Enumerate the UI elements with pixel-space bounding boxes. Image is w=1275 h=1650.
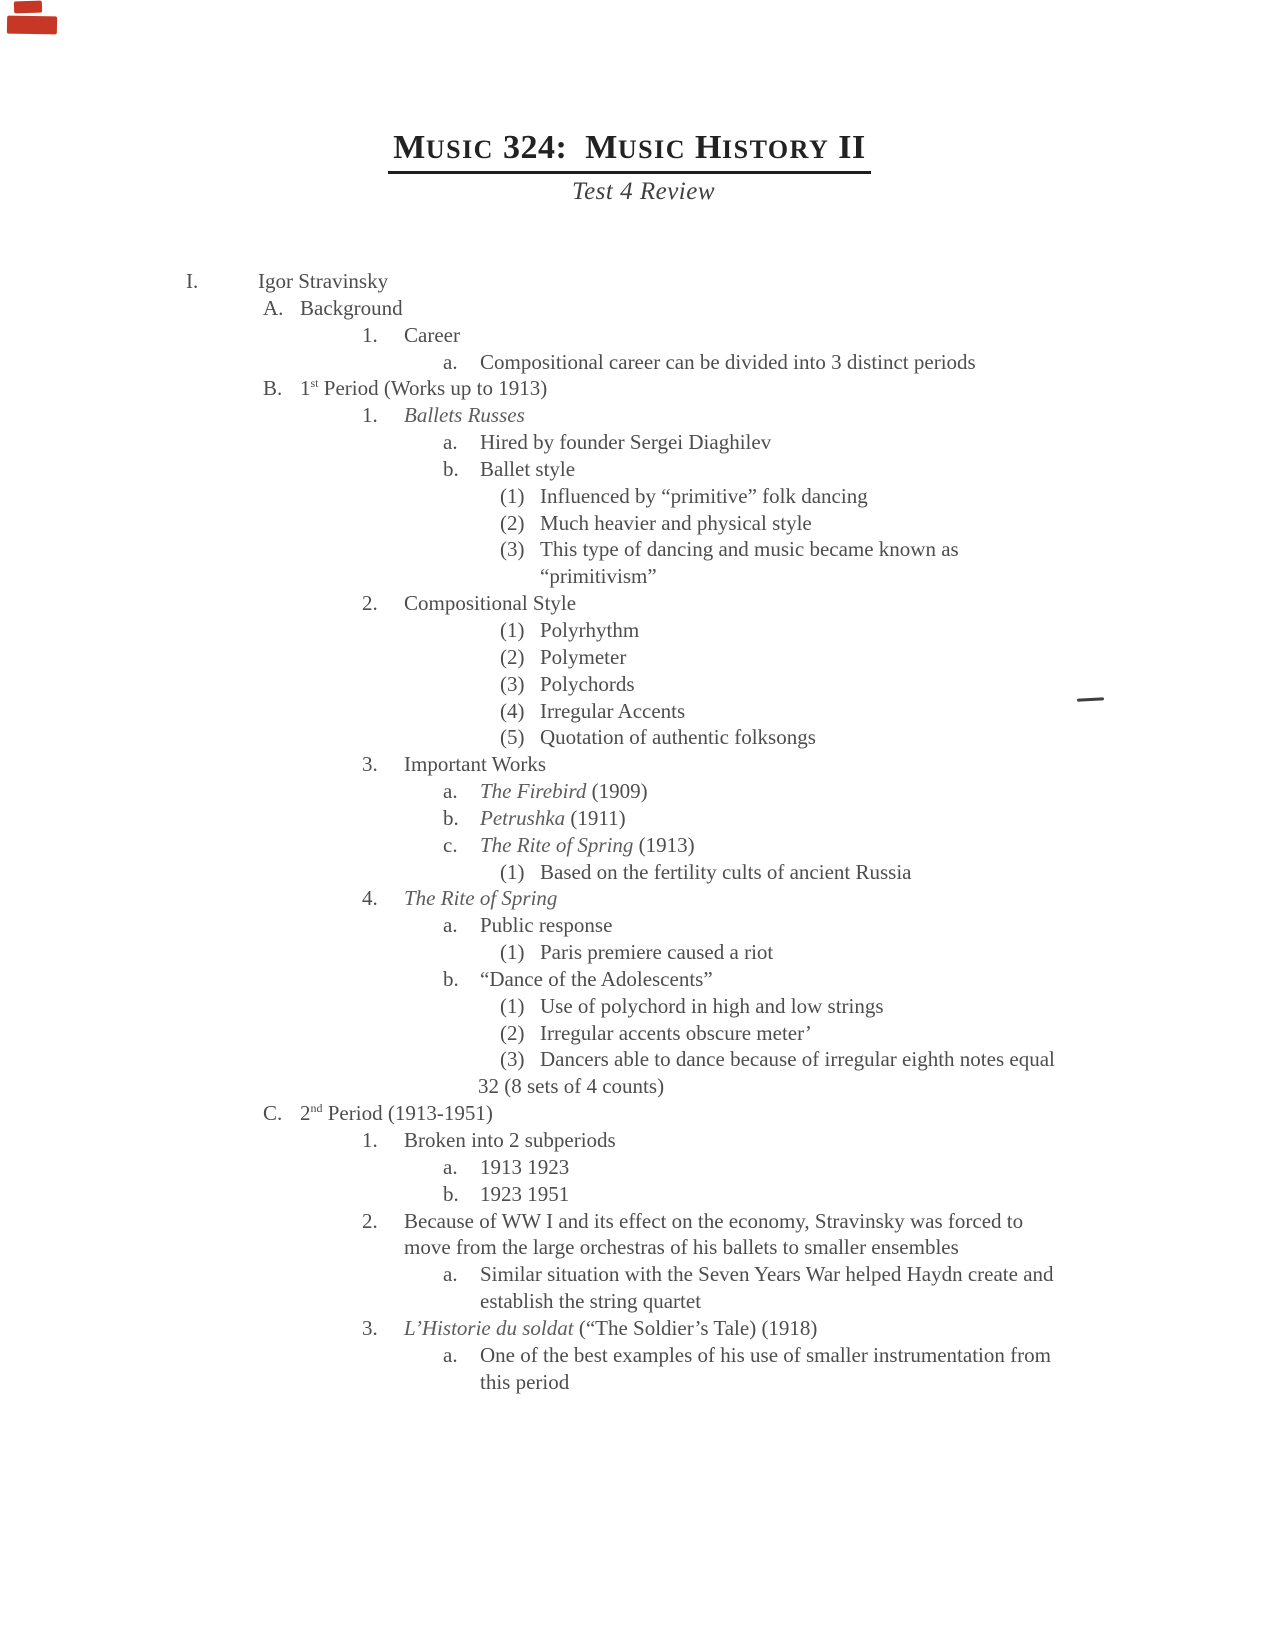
outline-label: (4) bbox=[500, 698, 525, 723]
outline-text: Because of WW I and its effect on the economy, Stravinsky was forced to bbox=[404, 1208, 1024, 1233]
outline-text: Important Works bbox=[404, 752, 546, 777]
outline-text: Broken into 2 subperiods bbox=[404, 1128, 616, 1152]
outline-text: Background bbox=[300, 295, 403, 320]
outline-label: b. bbox=[443, 966, 459, 991]
work-title: The Firebird bbox=[480, 779, 587, 804]
outline-line bbox=[0, 1261, 1275, 1288]
outline-line bbox=[0, 590, 1275, 617]
outline-label: b. bbox=[443, 805, 459, 830]
outline-text: Igor Stravinsky bbox=[258, 269, 389, 293]
outline-line bbox=[0, 993, 1275, 1020]
outline-text: Polymeter bbox=[540, 644, 627, 669]
outline-text: Polyrhythm bbox=[540, 617, 640, 642]
outline-text bbox=[480, 805, 626, 832]
outline-label: (1) bbox=[500, 993, 525, 1018]
outline-text: Irregular accents obscure meter’ bbox=[540, 1020, 812, 1045]
outline-label: (2) bbox=[500, 1020, 525, 1045]
outline-text: One of the best examples of his use of smaller instrumentation from bbox=[480, 1342, 1051, 1367]
outline-line bbox=[0, 1154, 1275, 1181]
outline bbox=[0, 268, 1275, 1395]
outline-text: Career bbox=[404, 322, 460, 347]
outline-text-segment: (1913) bbox=[633, 832, 695, 857]
work-title: L’Historie du soldat bbox=[404, 1315, 574, 1340]
outline-text: This type of dancing and music became known as bbox=[540, 537, 959, 562]
outline-text: Much heavier and physical style bbox=[540, 510, 812, 535]
outline-text-segment: 2 bbox=[300, 1101, 311, 1126]
outline-text: Use of polychord in high and low strings bbox=[540, 993, 884, 1018]
outline-text: Compositional Style bbox=[404, 591, 577, 616]
outline-line bbox=[0, 644, 1275, 671]
outline-text: Based on the fertility cults of ancient Russia bbox=[540, 859, 912, 884]
outline-label: a. bbox=[443, 430, 458, 455]
outline-label: 1. bbox=[362, 322, 378, 347]
outline-text: Influenced by “primitive” folk dancing bbox=[540, 483, 868, 508]
outline-text-segment: Period (1913-1951) bbox=[322, 1101, 493, 1126]
outline-text: Polychords bbox=[540, 671, 635, 696]
title-segment: II bbox=[829, 129, 866, 166]
document-header bbox=[0, 128, 1275, 206]
outline-text: Similar situation with the Seven Years War helped Haydn create and bbox=[480, 1262, 1054, 1287]
red-ink-mark bbox=[14, 1, 42, 14]
outline-label: b. bbox=[443, 1181, 459, 1206]
outline-label: 2. bbox=[362, 1208, 378, 1233]
outline-text-segment: (1911) bbox=[565, 805, 626, 830]
outline-line bbox=[0, 1181, 1275, 1208]
title-segment: 324: bbox=[493, 129, 586, 166]
outline-line bbox=[0, 456, 1275, 483]
outline-line bbox=[0, 295, 1275, 322]
outline-text-segment: 1 bbox=[300, 376, 311, 401]
outline-label: 2. bbox=[362, 591, 378, 616]
outline-line bbox=[0, 1342, 1275, 1369]
outline-line bbox=[0, 724, 1275, 751]
outline-line bbox=[0, 966, 1275, 993]
outline-label: (3) bbox=[500, 671, 525, 696]
outline-line bbox=[0, 751, 1275, 778]
outline-label: a. bbox=[443, 779, 458, 804]
outline-line bbox=[0, 483, 1275, 510]
outline-line bbox=[0, 268, 1275, 295]
outline-text: “Dance of the Adolescents” bbox=[480, 966, 713, 991]
outline-text bbox=[480, 778, 648, 805]
outline-text: Paris premiere caused a riot bbox=[540, 940, 774, 965]
title-segment: USIC bbox=[425, 135, 494, 164]
title-segment bbox=[686, 129, 695, 166]
outline-label: 3. bbox=[362, 1315, 378, 1340]
outline-label: 4. bbox=[362, 886, 378, 911]
document-title bbox=[388, 128, 871, 174]
outline-label: a. bbox=[443, 349, 458, 374]
outline-line bbox=[0, 939, 1275, 966]
outline-line bbox=[0, 1046, 1275, 1073]
outline-line bbox=[0, 563, 1275, 590]
outline-label: (2) bbox=[500, 510, 525, 535]
outline-label: a. bbox=[443, 1154, 458, 1179]
outline-line bbox=[0, 1127, 1275, 1154]
outline-label: 3. bbox=[362, 752, 378, 777]
outline-text bbox=[480, 832, 695, 859]
outline-text: Irregular Accents bbox=[540, 698, 686, 723]
outline-label: (2) bbox=[500, 644, 525, 669]
outline-text: 32 (8 sets of 4 counts) bbox=[478, 1074, 665, 1099]
outline-label: a. bbox=[443, 1262, 458, 1287]
outline-line bbox=[0, 402, 1275, 429]
outline-line bbox=[0, 1208, 1275, 1235]
outline-text: this period bbox=[480, 1369, 570, 1394]
outline-text-segment: (1909) bbox=[586, 779, 648, 804]
outline-line bbox=[0, 375, 1275, 402]
outline-text: Public response bbox=[480, 913, 613, 938]
outline-line bbox=[0, 349, 1275, 376]
outline-text: Ballet style bbox=[480, 456, 576, 481]
outline-label: (3) bbox=[500, 537, 525, 562]
outline-label: (3) bbox=[500, 1047, 525, 1072]
outline-text: 1913 1923 bbox=[480, 1154, 570, 1179]
outline-text bbox=[404, 1315, 817, 1342]
outline-line bbox=[0, 671, 1275, 698]
outline-line bbox=[0, 832, 1275, 859]
outline-text: move from the large orchestras of his ballets to smaller ensembles bbox=[404, 1235, 959, 1260]
outline-label: C. bbox=[263, 1101, 283, 1126]
outline-text: “primitivism” bbox=[540, 564, 657, 589]
outline-line bbox=[0, 322, 1275, 349]
outline-text: establish the string quartet bbox=[480, 1289, 702, 1314]
outline-line bbox=[0, 617, 1275, 644]
outline-line bbox=[0, 698, 1275, 725]
outline-label: a. bbox=[443, 1342, 458, 1367]
outline-text-segment: nd bbox=[310, 1101, 323, 1116]
outline-line bbox=[0, 885, 1275, 912]
outline-line bbox=[0, 1020, 1275, 1047]
outline-label: (1) bbox=[500, 940, 525, 965]
outline-label: I. bbox=[186, 269, 199, 293]
document-subtitle: Test 4 Review bbox=[571, 178, 716, 205]
outline-text bbox=[300, 1100, 493, 1127]
outline-text-segment: st bbox=[310, 376, 319, 391]
outline-line bbox=[0, 859, 1275, 886]
outline-text-segment: Period (Works up to 1913) bbox=[318, 376, 548, 401]
outline-label: A. bbox=[263, 295, 284, 320]
outline-line bbox=[0, 1315, 1275, 1342]
outline-line bbox=[0, 778, 1275, 805]
outline-line bbox=[0, 1288, 1275, 1315]
outline-text bbox=[404, 885, 557, 912]
title-segment: USIC bbox=[617, 135, 687, 164]
work-title: Petrushka bbox=[480, 805, 566, 830]
outline-text bbox=[404, 402, 525, 429]
outline-label: (1) bbox=[500, 617, 525, 642]
outline-text: Compositional career can be divided into 3 distinct periods bbox=[480, 349, 976, 374]
outline-label: B. bbox=[263, 376, 283, 401]
outline-label: (5) bbox=[500, 725, 525, 750]
red-ink-mark bbox=[7, 16, 57, 35]
outline-label: (1) bbox=[500, 859, 525, 884]
outline-line bbox=[0, 1073, 1275, 1100]
title-segment: H bbox=[695, 129, 722, 166]
outline-label: 1. bbox=[362, 1128, 378, 1152]
outline-line bbox=[0, 1369, 1275, 1396]
outline-line bbox=[0, 805, 1275, 832]
outline-text bbox=[300, 375, 547, 402]
outline-line bbox=[0, 1234, 1275, 1261]
outline-text: Quotation of authentic folksongs bbox=[540, 725, 816, 750]
title-segment: M bbox=[585, 129, 618, 166]
work-title: The Rite of Spring bbox=[480, 832, 634, 857]
outline-label: 1. bbox=[362, 403, 378, 428]
outline-label: a. bbox=[443, 913, 458, 938]
outline-label: (1) bbox=[500, 483, 525, 508]
outline-line bbox=[0, 912, 1275, 939]
outline-text: 1923 1951 bbox=[480, 1181, 570, 1206]
work-title: Ballets Russes bbox=[404, 403, 525, 428]
title-segment: ISTORY bbox=[721, 135, 830, 164]
outline-label: b. bbox=[443, 456, 459, 481]
outline-text-segment: (“The Soldier’s Tale) (1918) bbox=[573, 1315, 818, 1340]
outline-label: c. bbox=[443, 832, 458, 857]
outline-line bbox=[0, 536, 1275, 563]
outline-line bbox=[0, 1100, 1275, 1127]
outline-text: Dancers able to dance because of irregular eighth notes equal bbox=[540, 1047, 1055, 1072]
title-segment: M bbox=[393, 129, 426, 166]
work-title: The Rite of Spring bbox=[404, 886, 558, 911]
outline-line bbox=[0, 510, 1275, 537]
outline-line bbox=[0, 429, 1275, 456]
outline-text: Hired by founder Sergei Diaghilev bbox=[480, 430, 772, 455]
